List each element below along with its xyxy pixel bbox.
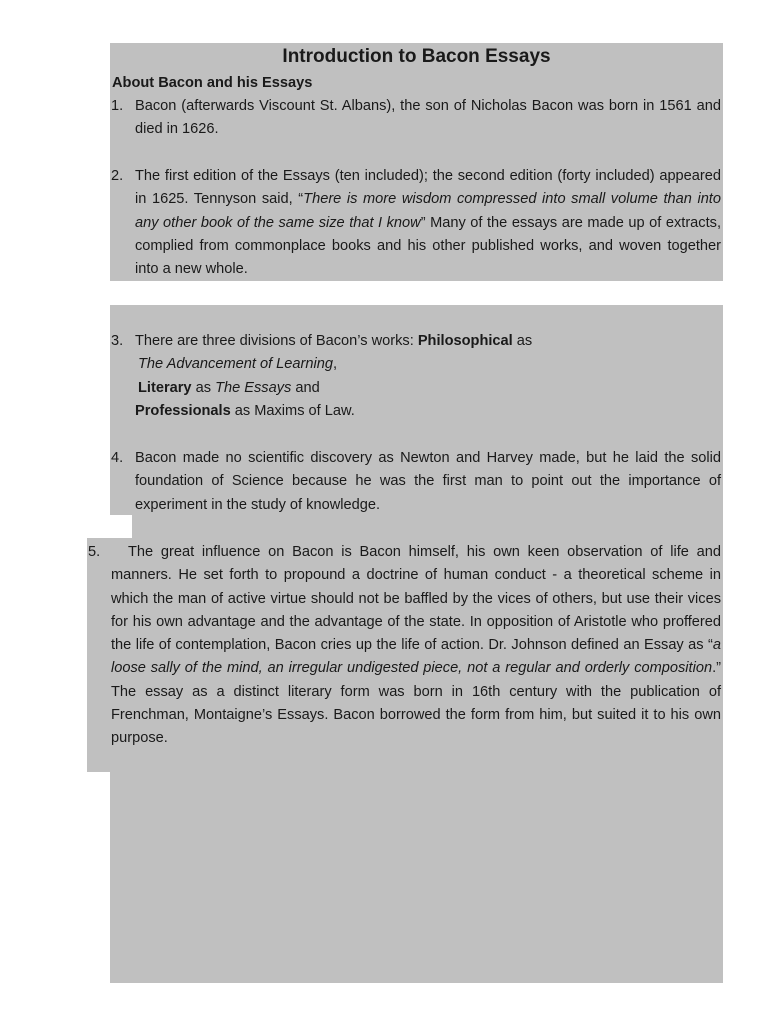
shade-item5-left bbox=[87, 538, 110, 772]
literary-end: and bbox=[291, 379, 320, 396]
list-item-4 bbox=[111, 447, 721, 517]
literary-as: as bbox=[191, 379, 216, 396]
literary-label: Literary bbox=[138, 379, 192, 396]
page-title: Introduction to Bacon Essays bbox=[282, 46, 551, 67]
item-text: Bacon (afterwards Viscount St. Albans), the son of Nicholas Bacon was born in 1561 and died in 1626. bbox=[135, 98, 721, 138]
item-text-part2: ” Many of the essays are made up of extracts, complied from commonplace books and his other published works, and woven together into a new whole. bbox=[135, 214, 721, 278]
philosophical-work: The Advancement of Learning bbox=[138, 356, 333, 373]
item-text: Bacon made no scientific discovery as Newton and Harvey made, but he laid the solid foundation of Science because he was the first man to point out the importance of experiment in the study of knowledge. bbox=[135, 450, 721, 513]
philosophical-label: Philosophical bbox=[417, 333, 513, 349]
item-number: 5. bbox=[88, 544, 101, 560]
philosophical-end: , bbox=[332, 356, 338, 373]
item-text-part1: The great influence on Bacon is Bacon himself, his own keen observation of life and manners. He set forth to propound a doctrine of human conduct - a theoretical scheme in which the man of active virtue should not be baffled by the vices of others, but use their vices for his own advantage and the advantage of the state. In opposition of Aristotle who proffered the life of contemplation, Bacon cries up the life of action. Dr. Johnson defined an Essay as “ bbox=[111, 544, 721, 654]
professionals-rest: as Maxims of Law. bbox=[230, 402, 355, 419]
item-number: 3. bbox=[111, 333, 124, 349]
item-number: 2. bbox=[111, 168, 124, 184]
johnson-quote: a loose sally of the mind, an irregular undigested piece, not a regular and orderly composition bbox=[111, 637, 721, 677]
item-text-part2: .” The essay as a distinct literary form was born in 16th century with the publication of Frenchman, Montaigne’s Essays. Bacon borrowed the form from him, but suited it to his own purpose. bbox=[111, 660, 721, 747]
item-number: 1. bbox=[111, 98, 124, 114]
list-item-5 bbox=[88, 541, 721, 751]
list-item-1 bbox=[111, 95, 721, 142]
philosophical-as: as bbox=[512, 333, 533, 349]
item-text-part1: The first edition of the Essays (ten included); the second edition (forty included) appeared in 1625. Tennyson said, “ bbox=[135, 168, 721, 208]
list-item-3 bbox=[111, 330, 721, 423]
list-item-2 bbox=[111, 165, 721, 281]
literary-work: The Essays bbox=[215, 379, 292, 396]
tennyson-quote: There is more wisdom compressed into small volume than into any other book of the same size that I know bbox=[135, 191, 721, 231]
professionals-label: Professionals bbox=[135, 402, 231, 419]
section-subheading: About Bacon and his Essays bbox=[112, 75, 313, 91]
item-number: 4. bbox=[111, 450, 124, 466]
divisions-intro: There are three divisions of Bacon’s works: bbox=[135, 333, 418, 349]
